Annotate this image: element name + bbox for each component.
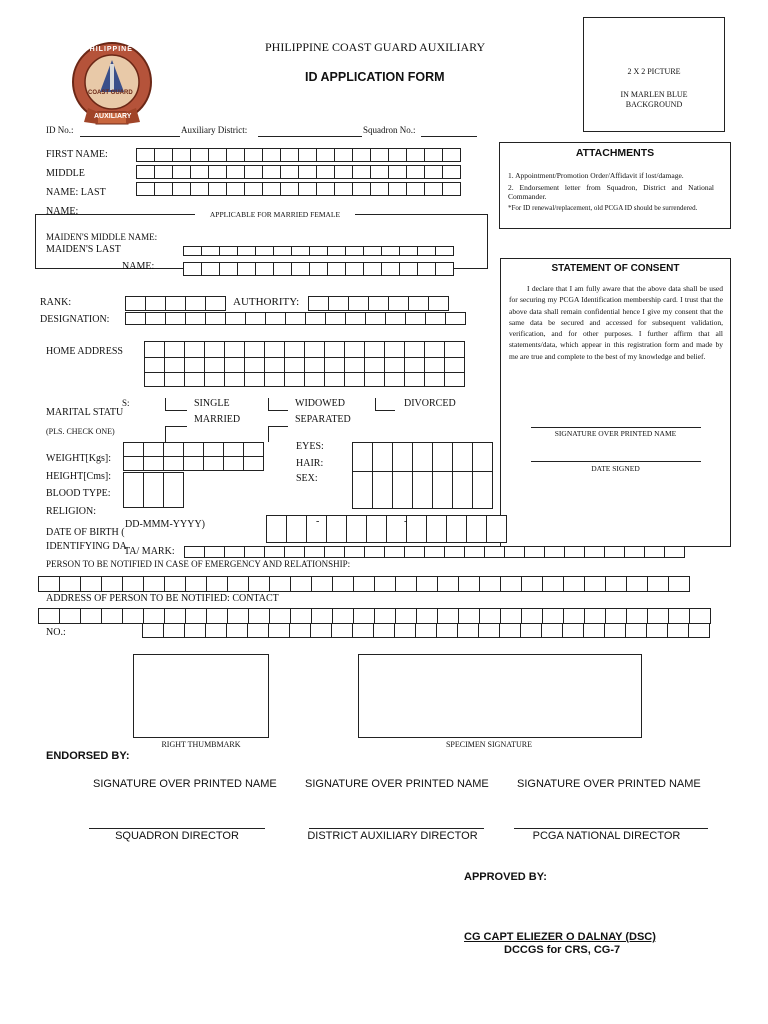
married-label: MARRIED [194, 414, 241, 425]
height-label: HEIGHT[Cms]: [46, 471, 111, 482]
district-director-line[interactable] [309, 828, 484, 829]
thumbmark-box[interactable] [133, 654, 269, 738]
home-address-boxes-3[interactable] [144, 372, 464, 387]
marital-status-label: MARITAL STATU [46, 407, 124, 418]
photo-line-3: BACKGROUND [625, 100, 683, 109]
first-name-boxes[interactable] [136, 148, 460, 162]
consent-signature-line[interactable] [531, 427, 701, 428]
squadron-field[interactable] [421, 136, 477, 137]
home-address-boxes-2[interactable] [144, 357, 464, 373]
authority-boxes[interactable] [308, 296, 448, 311]
national-director-line[interactable] [514, 828, 708, 829]
id-no-field[interactable] [80, 136, 180, 137]
divorced-label: DIVORCED [404, 398, 456, 409]
emergency-label: PERSON TO BE NOTIFIED IN CASE OF EMERGENCY AND RELATIONSHIP: [46, 559, 351, 569]
squadron-label: Squadron No.: [363, 125, 416, 135]
logo-ring-text: PHILIPPINE [84, 46, 133, 53]
district-field[interactable] [258, 136, 362, 137]
pcga-logo [66, 40, 158, 130]
photo-line-2: IN MARLEN BLUE [620, 90, 688, 99]
designation-label: DESIGNATION: [40, 314, 110, 325]
thumbmark-label: RIGHT THUMBMARK [161, 740, 241, 749]
logo-inner-text: COAST GUARD [88, 90, 133, 96]
check-one-label: (PLS. CHECK ONE) [46, 427, 115, 436]
widowed-label: WIDOWED [295, 398, 345, 409]
attachments-box [499, 142, 731, 229]
consent-body: I declare that I am fully aware that the above data shall be used for securing my PCGA Identification membership card. I trust that the above data shall remain confidential hence I give my consent that the same data be secured and accessed for subsequent validation, verification, and for other purposes. I further affirm that all statements/data, which appear in this registration form and made by me are true and complete to the best of my knowledge and belief. [509, 284, 723, 361]
approver-name: CG CAPT ELIEZER O DALNAY (DSC) [464, 931, 656, 943]
squadron-director-label: SQUADRON DIRECTOR [115, 830, 239, 842]
approver-position: DCCGS for CRS, CG-7 [504, 944, 621, 956]
weight-boxes[interactable] [123, 442, 263, 457]
middle-label: MIDDLE [46, 168, 85, 179]
form-title: ID APPLICATION FORM [305, 70, 445, 84]
identifying-mark-boxes[interactable] [184, 546, 684, 558]
first-name-label: FIRST NAME: [46, 149, 108, 160]
eyes-hair-boxes[interactable] [352, 442, 492, 472]
married-checkbox[interactable] [165, 426, 187, 427]
single-label: SINGLE [194, 398, 230, 409]
maiden-name-label: NAME: [122, 261, 155, 272]
eyes-label: EYES: [296, 441, 324, 452]
hair-label: HAIR: [296, 458, 324, 469]
rank-boxes[interactable] [125, 296, 225, 311]
separated-checkbox[interactable] [268, 426, 288, 427]
name-last-label: NAME: LAST [46, 187, 106, 198]
dob-label: DATE OF BIRTH ( [46, 527, 125, 538]
maiden-middle-label: MAIDEN'S MIDDLE NAME: [46, 232, 158, 242]
endorsed-by-title: ENDORSED BY: [46, 750, 130, 762]
address-person-label: ADDRESS OF PERSON TO BE NOTIFIED: CONTACT [46, 593, 279, 604]
middle-name-boxes[interactable] [136, 165, 460, 179]
maiden-last-label: MAIDEN'S LAST [46, 244, 121, 255]
specimen-signature-box[interactable] [358, 654, 642, 738]
dob-dash-1: - [316, 516, 320, 527]
rank-label: RANK: [40, 297, 72, 308]
national-director-label: PCGA NATIONAL DIRECTOR [532, 830, 681, 842]
home-address-boxes-1[interactable] [144, 341, 464, 358]
attachment-item-2: 2. Endorsement letter from Squadron, District and National Commander. [508, 183, 714, 201]
blood-type-boxes[interactable] [123, 472, 183, 508]
authority-label: AUTHORITY: [233, 296, 300, 308]
married-female-note: APPLICABLE FOR MARRIED FEMALE [195, 210, 355, 219]
height-boxes[interactable] [123, 456, 263, 471]
weight-label: WEIGHT[Kgs]: [46, 453, 111, 464]
endorse-sig-3: SIGNATURE OVER PRINTED NAME [517, 778, 701, 790]
dob-dash-2: - [404, 516, 408, 527]
attachment-item-3: *For ID renewal/replacement, old PCGA ID should be surrendered. [508, 204, 698, 212]
home-address-label: HOME ADDRESS [46, 346, 123, 357]
sex-label: SEX: [296, 473, 318, 484]
attachment-item-1: 1. Appointment/Promotion Order/Affidavit if lost/damage. [508, 171, 684, 180]
attachments-title: ATTACHMENTS [575, 147, 655, 159]
maiden-middle-boxes[interactable] [183, 246, 453, 256]
endorse-sig-1: SIGNATURE OVER PRINTED NAME [93, 778, 277, 790]
sex-boxes[interactable] [352, 471, 492, 509]
maiden-last-boxes[interactable] [183, 262, 453, 276]
identifying-label: IDENTIFYING DA [46, 541, 127, 552]
consent-signature-label: SIGNATURE OVER PRINTED NAME [554, 429, 677, 438]
blood-type-label: BLOOD TYPE: [46, 488, 111, 499]
dob-format: DD-MMM-YYYY) [125, 519, 205, 530]
consent-title: STATEMENT OF CONSENT [551, 263, 680, 274]
logo-ribbon-text: AUXILIARY [94, 113, 132, 120]
divorced-checkbox[interactable] [375, 410, 395, 411]
last-name-boxes[interactable] [136, 182, 460, 196]
approved-by-title: APPROVED BY: [464, 871, 547, 883]
squadron-director-line[interactable] [89, 828, 265, 829]
address-person-boxes[interactable] [38, 608, 710, 624]
district-director-label: DISTRICT AUXILIARY DIRECTOR [307, 830, 478, 842]
emergency-boxes[interactable] [38, 576, 689, 592]
widowed-checkbox[interactable] [268, 410, 288, 411]
marital-s-label: S: [122, 398, 130, 408]
photo-box [583, 17, 725, 132]
consent-date-label: DATE SIGNED [591, 464, 640, 473]
contact-no-boxes[interactable] [142, 623, 709, 638]
org-name: PHILIPPINE COAST GUARD AUXILIARY [265, 40, 486, 54]
contact-no-label: NO.: [46, 627, 66, 638]
photo-line-1: 2 X 2 PICTURE [627, 67, 681, 76]
separated-label: SEPARATED [295, 414, 351, 425]
dob-boxes[interactable] [266, 515, 506, 543]
religion-label: RELIGION: [46, 506, 96, 517]
endorse-sig-2: SIGNATURE OVER PRINTED NAME [305, 778, 489, 790]
district-label: Auxiliary District: [181, 125, 248, 135]
single-checkbox[interactable] [165, 410, 187, 411]
designation-boxes[interactable] [125, 312, 465, 325]
name-label: NAME: [46, 206, 79, 217]
consent-date-line[interactable] [531, 461, 701, 462]
consent-box [500, 258, 731, 547]
specimen-signature-label: SPECIMEN SIGNATURE [445, 740, 532, 749]
ta-mark-label: TA/ MARK: [124, 546, 175, 557]
id-no-label: ID No.: [46, 125, 74, 135]
